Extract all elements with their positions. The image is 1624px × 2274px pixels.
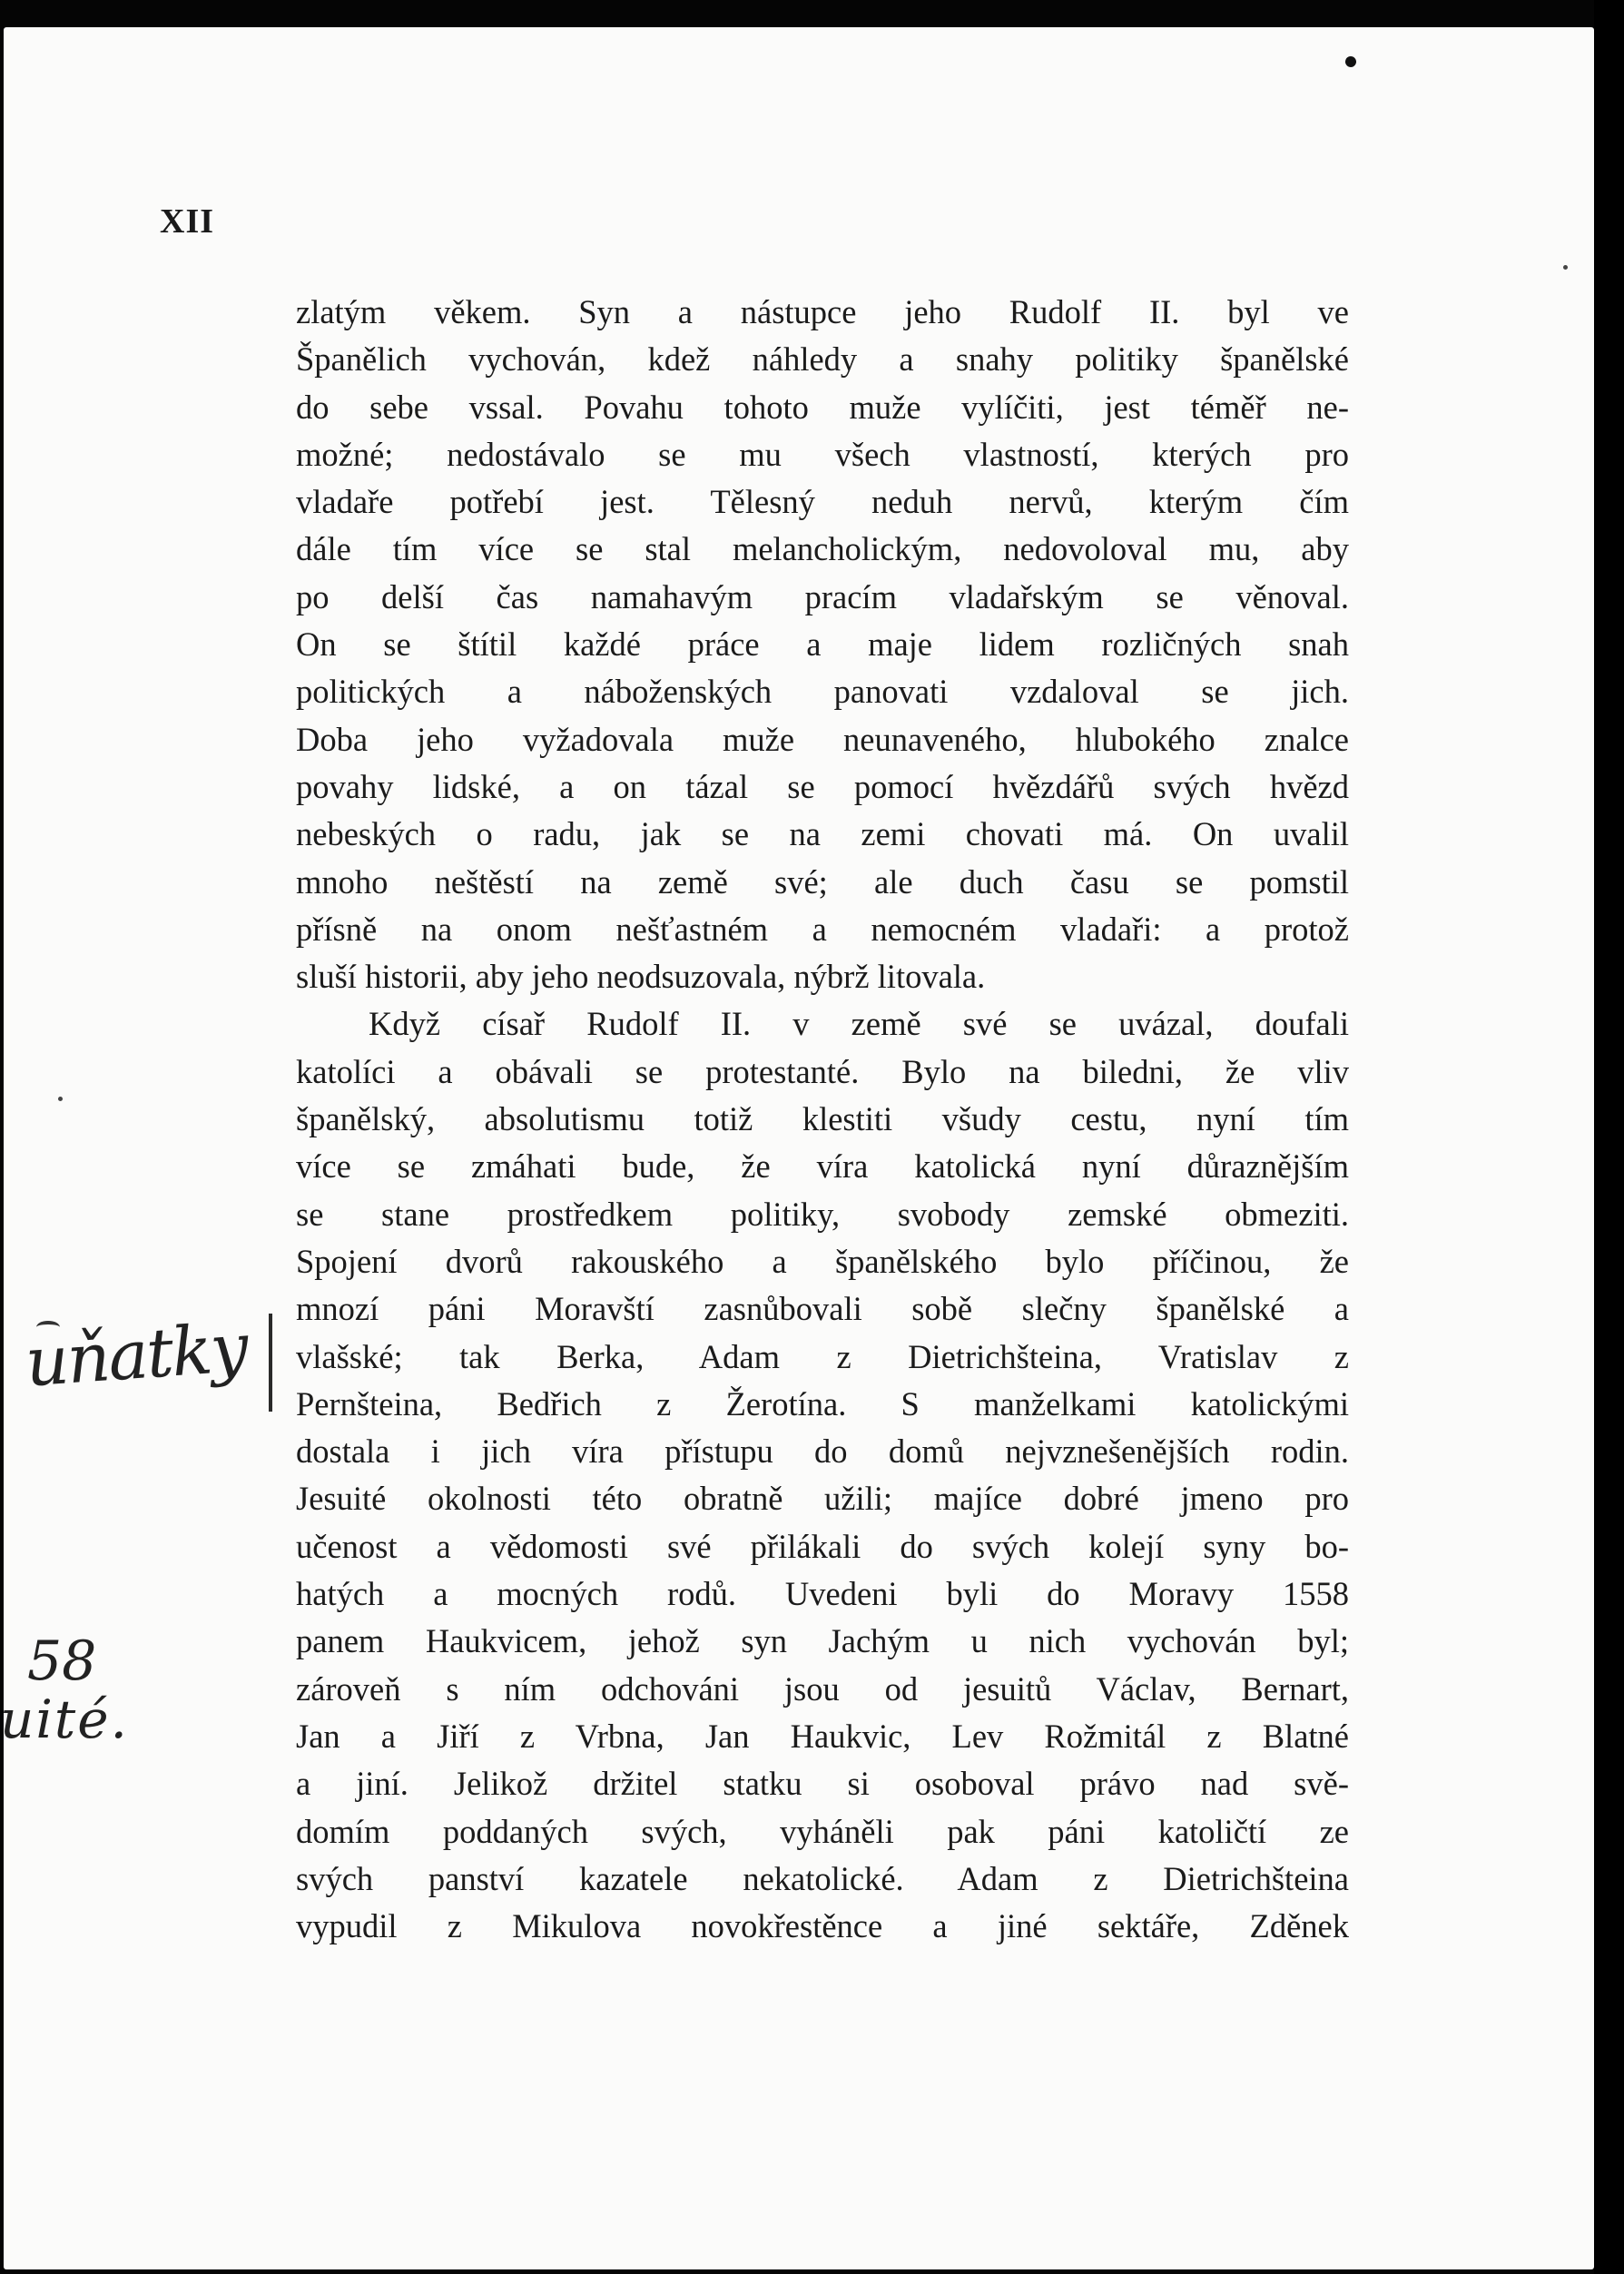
text-line: katolíci a obávali se protestanté. Bylo na biledni, že vliv bbox=[296, 1052, 1349, 1090]
body-text bbox=[296, 289, 1349, 1950]
page-folio-number: XII bbox=[160, 202, 215, 241]
text-line: panem Haukvicem, jehož syn Jachým u nich vychován byl; bbox=[296, 1622, 1349, 1660]
ink-speck bbox=[58, 1097, 63, 1101]
text-line: domím poddaných svých, vyháněli pak páni katoličtí ze bbox=[296, 1812, 1349, 1850]
text-line: Pernšteina, Bedřich z Žerotína. S manželkami katolickými bbox=[296, 1384, 1349, 1422]
text-line: vladaře potřebí jest. Tělesný neduh nervů, kterým čím bbox=[296, 483, 1349, 521]
paragraph-start-line: Když císař Rudolf II. v země své se uvázal, doufali bbox=[369, 1005, 1349, 1043]
text-line: zlatým věkem. Syn a nástupce jeho Rudolf II. byl ve bbox=[296, 293, 1349, 330]
text-line: Jesuité okolnosti této obratně užili; majíce dobré jmeno pro bbox=[296, 1480, 1349, 1518]
text-line: se stane prostředkem politiky, svobody zemské obmeziti. bbox=[296, 1195, 1349, 1233]
text-line: do sebe vssal. Povahu tohoto muže vylíčiti, jest téměř ne- bbox=[296, 388, 1349, 426]
handwritten-margin-note: 58 bbox=[27, 1629, 97, 1693]
page-edge-shadow bbox=[1594, 0, 1624, 2274]
handwritten-margin-note: uité. bbox=[0, 1688, 129, 1750]
text-line: svých panství kazatele nekatolické. Adam z Dietrichšteina bbox=[296, 1859, 1349, 1897]
text-line: On se štítil každé práce a maje lidem rozličných snah bbox=[296, 625, 1349, 664]
text-line: sluší historii, aby jeho neodsuzovala, nýbrž litovala. bbox=[296, 958, 986, 996]
text-line: a jiní. Jelikož držitel statku si osoboval právo nad svě- bbox=[296, 1765, 1349, 1803]
ink-speck bbox=[1563, 265, 1568, 270]
text-line: povahy lidské, a on tázal se pomocí hvězdářů svých hvězd bbox=[296, 767, 1349, 805]
text-line: Jan a Jiří z Vrbna, Jan Haukvic, Lev Rožmitál z Blatné bbox=[296, 1717, 1349, 1755]
text-line: možné; nedostávalo se mu všech vlastností, kterých pro bbox=[296, 435, 1349, 473]
text-line: přísně na onom nešťastném a nemocném vladaři: a protož bbox=[296, 910, 1349, 948]
text-line: dále tím více se stal melancholickým, nedovoloval mu, aby bbox=[296, 530, 1349, 568]
text-line: Španělich vychován, kdež náhledy a snahy politiky španělské bbox=[296, 340, 1349, 379]
text-line: vlašské; tak Berka, Adam z Dietrichšteina, Vratislav z bbox=[296, 1337, 1349, 1375]
text-line: mnozí páni Moravští zasnůbovali sobě slečny španělské a bbox=[296, 1290, 1349, 1328]
text-line: Spojení dvorů rakouského a španělského bylo příčinou, že bbox=[296, 1242, 1349, 1280]
text-line: Doba jeho vyžadovala muže neunaveného, hlubokého znalce bbox=[296, 720, 1349, 758]
text-line: mnoho neštěstí na země své; ale duch času se pomstil bbox=[296, 862, 1349, 901]
text-line: nebeských o radu, jak se na zemi chovati má. On uvalil bbox=[296, 815, 1349, 853]
text-line: hatých a mocných rodů. Uvedeni byli do Moravy 1558 bbox=[296, 1575, 1349, 1613]
text-line: vypudil z Mikulova novokřestěnce a jiné sektáře, Zděnek bbox=[296, 1907, 1349, 1945]
text-line: dostala i jich víra přístupu do domů nejvznešenějších rodin. bbox=[296, 1432, 1349, 1471]
text-line: politických a náboženských panovati vzdaloval se jich. bbox=[296, 673, 1349, 711]
text-line: zároveň s ním odchováni jsou od jesuitů Václav, Bernart, bbox=[296, 1669, 1349, 1708]
text-line: po delší čas namahavým pracím vladařským se věnoval. bbox=[296, 577, 1349, 615]
margin-bracket bbox=[269, 1314, 272, 1412]
text-line: španělský, absolutismu totiž klestiti všudy cestu, nyní tím bbox=[296, 1100, 1349, 1138]
text-line: učenost a vědomosti své přilákali do svých kolejí syny bo- bbox=[296, 1527, 1349, 1565]
handwritten-margin-note: uňatky bbox=[23, 1308, 250, 1403]
text-line: více se zmáhati bude, že víra katolická nyní důraznějším bbox=[296, 1147, 1349, 1186]
